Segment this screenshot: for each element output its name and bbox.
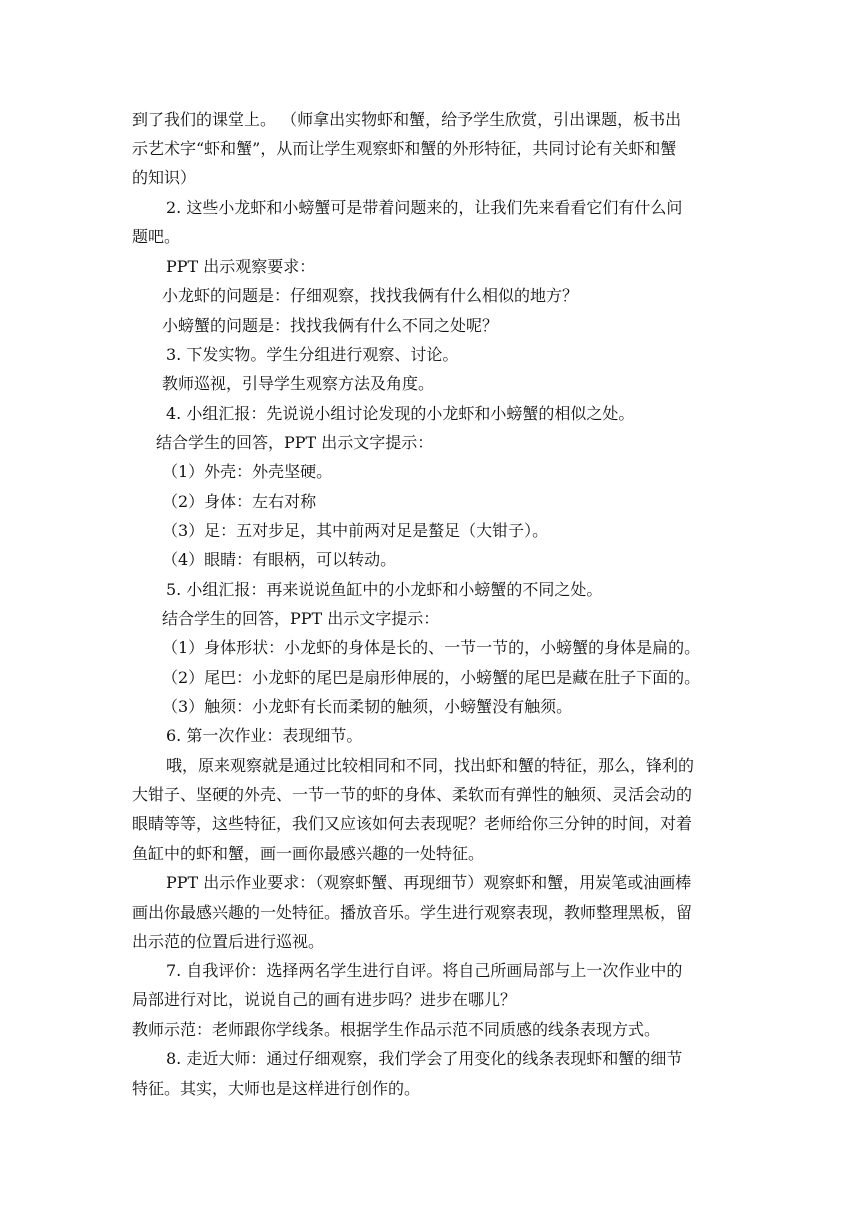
text-line: 鱼缸中的虾和蟹，画一画你最感兴趣的一处特征。	[132, 844, 485, 863]
text-line: 题吧。	[132, 227, 181, 246]
text-line: 4. 小组汇报：先说说小组讨论发现的小龙虾和小螃蟹的相似之处。	[166, 404, 635, 423]
text-line: 到了我们的课堂上。 （师拿出实物虾和蟹，给予学生欣赏，引出课题，板书出	[132, 110, 682, 129]
text-line: （4）眼睛：有眼柄，可以转动。	[162, 550, 397, 569]
text-line: 3. 下发实物。学生分组进行观察、讨论。	[166, 345, 459, 364]
text-line: 小龙虾的问题是：仔细观察，找找我俩有什么相似的地方？	[162, 286, 579, 305]
text-line: （1）外壳：外壳坚硬。	[162, 462, 333, 481]
text-line: 教师巡视，引导学生观察方法及角度。	[162, 374, 435, 393]
text-line: 教师示范：老师跟你学线条。根据学生作品示范不同质感的线条表现方式。	[132, 1020, 661, 1039]
text-line: 小螃蟹的问题是：找找我俩有什么不同之处呢？	[162, 316, 499, 335]
text-line: 出示范的位置后进行巡视。	[132, 932, 325, 951]
text-line: （2）身体：左右对称	[162, 492, 317, 511]
text-line: 5. 小组汇报：再来说说鱼缸中的小龙虾和小螃蟹的不同之处。	[166, 580, 603, 599]
text-line: 画出你最感兴趣的一处特征。播放音乐。学生进行观察表现，教师整理黑板，留	[132, 903, 693, 922]
text-line: PPT 出示作业要求：（观察虾蟹、再现细节）观察虾和蟹，用炭笔或油画棒	[166, 873, 692, 892]
text-line: 示艺术字“虾和蟹”，从而让学生观察虾和蟹的外形特征，共同讨论有关虾和蟹	[132, 139, 677, 158]
text-line: （3）足：五对步足，其中前两对足是螯足（大钳子）。	[162, 521, 549, 540]
text-line: 眼睛等等，这些特征，我们又应该如何去表现呢？老师给你三分钟的时间，对着	[132, 814, 693, 833]
text-line: PPT 出示观察要求：	[166, 257, 316, 276]
text-line: 2. 这些小龙虾和小螃蟹可是带着问题来的，让我们先来看看它们有什么问	[166, 198, 683, 217]
text-line: 的知识）	[132, 168, 197, 187]
text-line: 大钳子、坚硬的外壳、一节一节的虾的身体、柔软而有弹性的触须、灵活会动的	[132, 785, 693, 804]
text-line: 局部进行对比，说说自己的画有进步吗？进步在哪儿？	[132, 990, 517, 1009]
text-line: 8. 走近大师：通过仔细观察，我们学会了用变化的线条表现虾和蟹的细节	[166, 1049, 683, 1068]
text-line: 结合学生的回答，PPT 出示文字提示：	[156, 433, 434, 452]
text-line: （1）身体形状：小龙虾的身体是长的、一节一节的，小螃蟹的身体是扁的。	[162, 638, 701, 657]
text-line: 特征。其实，大师也是这样进行创作的。	[132, 1079, 421, 1098]
text-line: 6. 第一次作业：表现细节。	[166, 726, 363, 745]
text-line: （2）尾巴：小龙虾的尾巴是扇形伸展的，小螃蟹的尾巴是藏在肚子下面的。	[162, 668, 701, 687]
text-line: 结合学生的回答，PPT 出示文字提示：	[162, 609, 440, 628]
text-line: 7. 自我评价：选择两名学生进行自评。将自己所画局部与上一次作业中的	[166, 961, 683, 980]
text-line: （3）触须：小龙虾有长而柔韧的触须，小螃蟹没有触须。	[162, 697, 573, 716]
text-line: 哦，原来观察就是通过比较相同和不同，找出虾和蟹的特征，那么，锋利的	[166, 756, 695, 775]
